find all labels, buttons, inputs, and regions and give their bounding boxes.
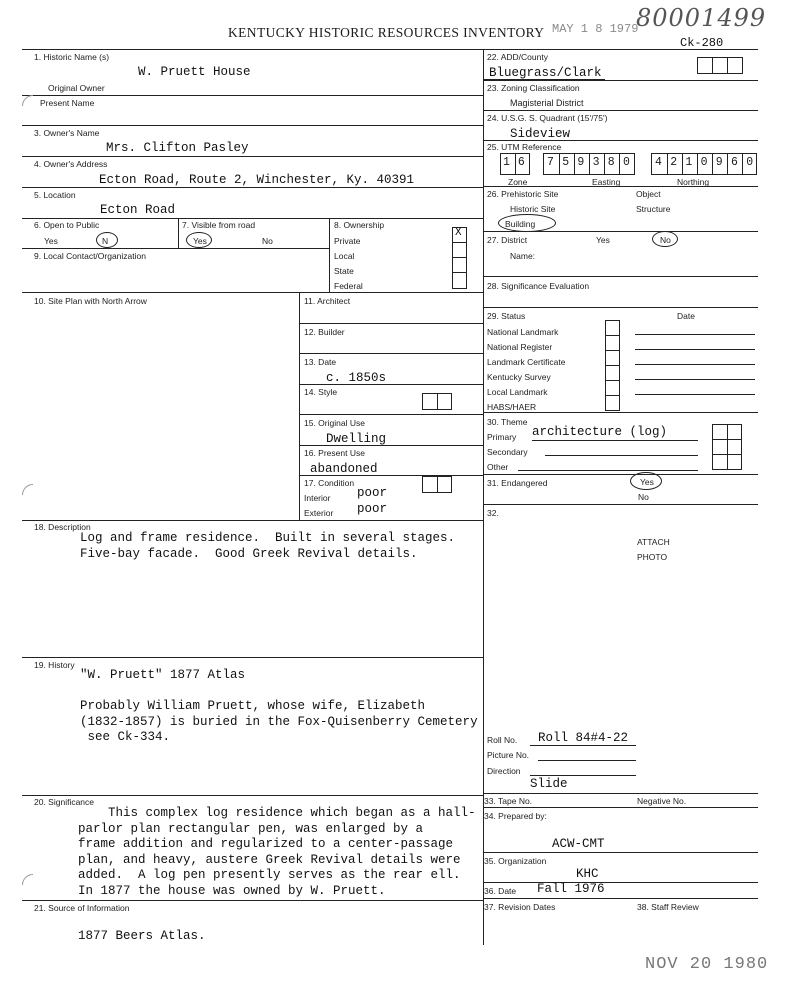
ownership-local: Local (334, 251, 355, 261)
zoning-label: 23. Zoning Classification (487, 83, 580, 93)
status-date-line (635, 349, 755, 350)
theme-label: 30. Theme (487, 417, 528, 427)
utm-easting: 759380 (547, 156, 639, 169)
form-title: KENTUCKY HISTORIC RESOURCES INVENTORY (228, 25, 545, 40)
rule (299, 414, 483, 415)
visible-yes-circle (186, 232, 212, 248)
original-use: Dwelling (326, 432, 387, 446)
ownership-federal: Federal (334, 281, 363, 291)
rule (538, 760, 636, 761)
status-date-line (635, 334, 755, 335)
open-no-mark: N (102, 236, 109, 246)
significance-eval-label: 28. Significance Evaluation (487, 281, 590, 291)
ownership-label: 8. Ownership (334, 220, 385, 230)
field-32-label: 32. (487, 508, 499, 518)
status-date-line (635, 379, 755, 380)
rule (483, 807, 758, 808)
zoning-value: Magisterial District (510, 98, 584, 108)
rule (22, 125, 483, 126)
status-habs-haer: HABS/HAER (487, 402, 537, 412)
rule (22, 657, 483, 658)
rule (329, 218, 330, 292)
organization-label: 35. Organization (484, 856, 547, 866)
prepared-label: 34. Prepared by: (484, 811, 547, 821)
roll-value: Roll 84#4-22 (538, 731, 629, 745)
district-label: 27. District (487, 235, 528, 245)
prepared-by: ACW-CMT (552, 837, 605, 851)
add-county-label: 22. ADD/County (487, 52, 548, 62)
district-no-circle (652, 231, 678, 247)
status-national-landmark: National Landmark (487, 327, 559, 337)
endangered-yes: Yes (640, 477, 654, 487)
style-boxes (422, 393, 452, 410)
present-use: abandoned (310, 462, 378, 476)
historic-site-label: Historic Site (510, 204, 556, 214)
rule (22, 292, 483, 293)
rule (545, 455, 698, 456)
rule (178, 218, 179, 248)
rule (483, 80, 758, 81)
date-value: c. 1850s (326, 371, 387, 385)
district-yes: Yes (596, 235, 610, 245)
utm-label: 25. UTM Reference (487, 142, 562, 152)
primary-theme: architecture (log) (532, 425, 668, 439)
rule (299, 353, 483, 354)
rule (299, 384, 483, 385)
slide-value: Slide (530, 777, 568, 791)
location: Ecton Road (100, 203, 176, 217)
owners-name-label: 3. Owner's Name (34, 128, 100, 138)
utm-zone: 16 (503, 156, 533, 169)
add-county: Bluegrass/Clark (489, 66, 602, 80)
organization-value: KHC (576, 867, 599, 881)
top-border (22, 49, 758, 50)
date-label: 13. Date (304, 357, 337, 367)
rule (483, 412, 758, 413)
rule (483, 793, 758, 794)
rule (483, 307, 758, 308)
zone-label: Zone (508, 177, 528, 187)
primary-label: Primary (487, 432, 517, 442)
status-national-register: National Register (487, 342, 553, 352)
condition-label: 17. Condition (304, 478, 355, 488)
rule (299, 475, 483, 476)
handwritten-number: 80001499 (636, 4, 767, 32)
rule (22, 248, 329, 249)
local-contact-label: 9. Local Contact/Organization (34, 251, 146, 261)
secondary-label: Secondary (487, 447, 528, 457)
rule (22, 795, 483, 796)
owners-name: Mrs. Clifton Pasley (106, 141, 249, 155)
builder-label: 12. Builder (304, 327, 345, 337)
condition-boxes (422, 476, 452, 493)
site-number: Ck-280 (680, 36, 724, 50)
rule (299, 323, 483, 324)
open-no-circle (96, 232, 118, 248)
significance-label: 20. Significance (34, 797, 95, 807)
rule (483, 276, 758, 277)
history-label: 19. History (34, 660, 75, 670)
status-date-line (635, 364, 755, 365)
style-label: 14. Style (304, 387, 338, 397)
exterior-label: Exterior (304, 508, 334, 518)
rule (530, 745, 636, 746)
rule (483, 898, 758, 899)
status-label: 29. Status (487, 311, 526, 321)
rule (483, 186, 758, 187)
rule (483, 504, 758, 505)
building-label: Building (505, 219, 536, 229)
date36-label: 36. Date (484, 886, 517, 896)
object-label: Object (636, 189, 661, 199)
northing-label: Northing (677, 177, 710, 187)
location-label: 5. Location (34, 190, 76, 200)
revision-label: 37. Revision Dates (484, 902, 556, 912)
exterior-value: poor (357, 502, 388, 516)
rule (299, 292, 300, 520)
visible-no: No (262, 236, 273, 246)
rule (532, 440, 698, 441)
open-to-public-label: 6. Open to Public (34, 220, 100, 230)
rule (483, 474, 758, 475)
source-label: 21. Source of Information (34, 903, 130, 913)
rule (22, 520, 483, 521)
architect-label: 11. Architect (304, 296, 351, 306)
visible-label: 7. Visible from road (182, 220, 256, 230)
rule (22, 156, 483, 157)
present-name-label: Present Name (40, 98, 95, 108)
source-text: 1877 Beers Atlas. (78, 929, 206, 943)
original-owner-label: Original Owner (48, 83, 105, 93)
district-name-label: Name: (510, 251, 536, 261)
description-label: 18. Description (34, 522, 91, 532)
history-text: "W. Pruett" 1877 Atlas Probably William Pruett, whose wife, Elizabeth (1832-1857) is buried in the Fox-Quisenberry Cemetery see Ck-334. (80, 668, 478, 744)
binder-hole-mark (22, 874, 44, 896)
rule (483, 231, 758, 232)
picture-label: Picture No. (487, 750, 530, 760)
ownership-private: Private (334, 236, 361, 246)
roll-label: Roll No. (487, 735, 518, 745)
rule (22, 218, 483, 219)
original-use-label: 15. Original Use (304, 418, 365, 428)
owners-address: Ecton Road, Route 2, Winchester, Ky. 40391 (99, 173, 415, 187)
theme-boxes (712, 424, 742, 470)
negative-label: Negative No. (637, 796, 687, 806)
attach-photo-line2: PHOTO (637, 552, 668, 562)
structure-label: Structure (636, 204, 671, 214)
rule (22, 95, 483, 96)
easting-label: Easting (592, 177, 621, 187)
historic-name-label: 1. Historic Name (s) (34, 52, 110, 62)
building-circle (498, 214, 556, 232)
status-date-label: Date (677, 311, 695, 321)
rule (518, 470, 698, 471)
rule (22, 187, 483, 188)
rule (530, 775, 636, 776)
utm-northing: 4210960 (655, 156, 762, 169)
staff-review-label: 38. Staff Review (637, 902, 699, 912)
endangered-label: 31. Endangered (487, 478, 548, 488)
visible-yes: Yes (193, 236, 207, 246)
district-no: No (660, 235, 671, 245)
rule (483, 140, 758, 141)
date36-value: Fall 1976 (537, 882, 605, 896)
rule (22, 900, 483, 901)
endangered-no: No (638, 492, 649, 502)
received-stamp: MAY 1 8 1979 (552, 22, 639, 36)
status-local-landmark: Local Landmark (487, 387, 548, 397)
rule (483, 882, 758, 883)
ownership-state: State (334, 266, 354, 276)
interior-value: poor (357, 486, 388, 500)
historic-name: W. Pruett House (138, 65, 251, 79)
significance-text: This complex log residence which began as a hall- parlor plan rectangular pen, was enlarged by a frame addition and regularized to a center-passage plan, and heavy, austere Greek Revival details were added. A log pen presently serves as the rear ell. In 1877 the house was owned by W. Pruett. (78, 806, 476, 898)
county-code-boxes (697, 57, 743, 74)
attach-photo-line1: ATTACH (637, 537, 670, 547)
status-date-line (635, 394, 755, 395)
present-use-label: 16. Present Use (304, 448, 365, 458)
rule (299, 445, 483, 446)
binder-hole-mark (22, 484, 44, 506)
usgs-label: 24. U.S.G. S. Quadrant (15'/75') (487, 113, 608, 123)
usgs-value: Sideview (510, 127, 571, 141)
status-checkboxes (605, 320, 620, 411)
endangered-yes-circle (630, 472, 662, 490)
prehistoric-label: 26. Prehistoric Site (487, 189, 559, 199)
interior-label: Interior (304, 493, 331, 503)
description-text: Log and frame residence. Built in several stages. Five-bay facade. Good Greek Revival details. (80, 531, 456, 561)
site-plan-label: 10. Site Plan with North Arrow (34, 296, 147, 306)
direction-label: Direction (487, 766, 521, 776)
footer-stamp: NOV 20 1980 (645, 955, 769, 974)
tape-label: 33. Tape No. (484, 796, 533, 806)
owners-address-label: 4. Owner's Address (34, 159, 108, 169)
rule (483, 852, 758, 853)
other-label: Other (487, 462, 509, 472)
status-kentucky-survey: Kentucky Survey (487, 372, 551, 382)
open-yes-label: Yes (44, 236, 58, 246)
rule (483, 110, 758, 111)
ownership-private-mark: X (455, 227, 462, 239)
status-landmark-certificate: Landmark Certificate (487, 357, 566, 367)
